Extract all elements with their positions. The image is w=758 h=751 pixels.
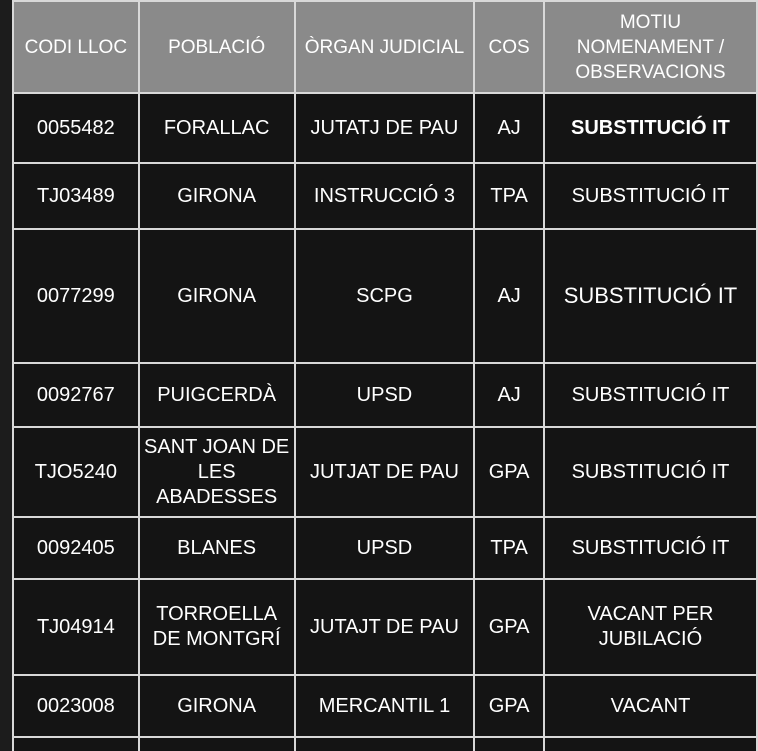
table-row (13, 579, 757, 675)
cell-organ: UPSD (295, 363, 475, 427)
table-row-partial (13, 737, 757, 751)
vacancies-table (12, 0, 758, 751)
cell-poblacio: BLANES (139, 517, 295, 579)
table-row (13, 517, 757, 579)
cell-empty (139, 737, 295, 751)
cell-organ: SCPG (295, 229, 475, 363)
table-row (13, 427, 757, 517)
cell-motiu: SUBSTITUCIÓ IT (544, 93, 757, 163)
cell-codi: 0077299 (13, 229, 139, 363)
cell-poblacio: TORROELLA DE MONTGRÍ (139, 579, 295, 675)
cell-codi: TJ04914 (13, 579, 139, 675)
cell-cos: GPA (474, 675, 544, 737)
cell-motiu: VACANT (544, 675, 757, 737)
cell-cos: GPA (474, 427, 544, 517)
cell-codi: 0092405 (13, 517, 139, 579)
cell-organ: JUTAJT DE PAU (295, 579, 475, 675)
cell-cos: GPA (474, 579, 544, 675)
cell-poblacio: PUIGCERDÀ (139, 363, 295, 427)
cell-poblacio: GIRONA (139, 163, 295, 229)
table-frame (12, 0, 758, 751)
cell-motiu: VACANT PER JUBILACIÓ (544, 579, 757, 675)
header-row (13, 1, 757, 93)
header-poblacio: POBLACIÓ (139, 1, 295, 93)
cell-poblacio: SANT JOAN DE LES ABADESSES (139, 427, 295, 517)
cell-cos: AJ (474, 93, 544, 163)
cell-motiu: SUBSTITUCIÓ IT (544, 363, 757, 427)
cell-motiu: SUBSTITUCIÓ IT (544, 163, 757, 229)
cell-organ: JUTJAT DE PAU (295, 427, 475, 517)
table-row (13, 163, 757, 229)
cell-cos: TPA (474, 517, 544, 579)
cell-poblacio: GIRONA (139, 229, 295, 363)
header-organ-judicial: ÒRGAN JUDICIAL (295, 1, 475, 93)
cell-poblacio: FORALLAC (139, 93, 295, 163)
cell-organ: UPSD (295, 517, 475, 579)
cell-codi: TJO5240 (13, 427, 139, 517)
cell-organ: INSTRUCCIÓ 3 (295, 163, 475, 229)
cell-codi: 0055482 (13, 93, 139, 163)
header-motiu: MOTIU NOMENAMENT / OBSERVACIONS (544, 1, 757, 93)
cell-cos: AJ (474, 363, 544, 427)
table-row (13, 363, 757, 427)
cell-motiu: SUBSTITUCIÓ IT (544, 517, 757, 579)
table-row (13, 93, 757, 163)
cell-cos: TPA (474, 163, 544, 229)
cell-empty (544, 737, 757, 751)
cell-empty (295, 737, 475, 751)
cell-organ: MERCANTIL 1 (295, 675, 475, 737)
cell-organ: JUTATJ DE PAU (295, 93, 475, 163)
header-codi-lloc: CODI LLOC (13, 1, 139, 93)
table-row (13, 675, 757, 737)
cell-motiu: SUBSTITUCIÓ IT (544, 427, 757, 517)
cell-empty (474, 737, 544, 751)
cell-poblacio: GIRONA (139, 675, 295, 737)
cell-codi: 0023008 (13, 675, 139, 737)
cell-codi: 0092767 (13, 363, 139, 427)
cell-cos: AJ (474, 229, 544, 363)
header-cos: COS (474, 1, 544, 93)
cell-motiu: SUBSTITUCIÓ IT (544, 229, 757, 363)
cell-codi: TJ03489 (13, 163, 139, 229)
cell-empty (13, 737, 139, 751)
table-row (13, 229, 757, 363)
